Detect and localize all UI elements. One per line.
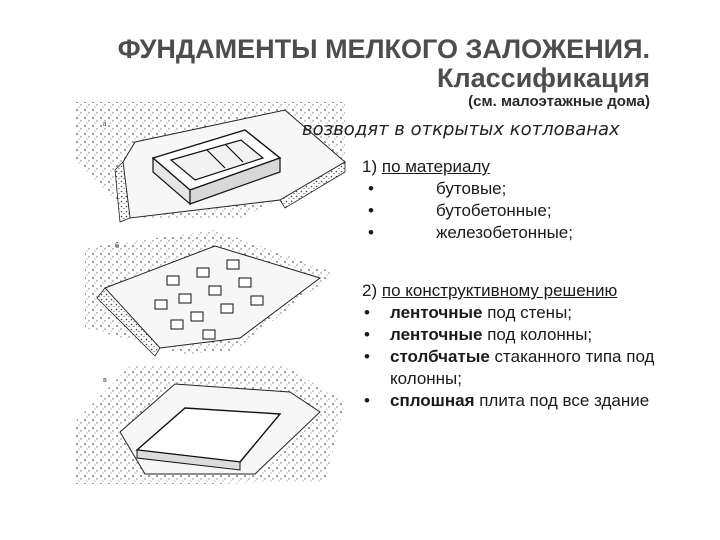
list-item bbox=[362, 324, 662, 346]
bullet: • bbox=[364, 391, 370, 410]
list-item-bold: столбчатые bbox=[390, 347, 490, 366]
list-item-text: железобетонные; bbox=[436, 223, 573, 242]
list-item-text: под стены; bbox=[482, 303, 573, 322]
list-item-text: бутобетонные; bbox=[436, 201, 552, 220]
bullet: • bbox=[364, 325, 370, 344]
label-a: а bbox=[103, 119, 107, 128]
panel-slab-foundation bbox=[75, 366, 345, 484]
title-line-2: Классификация bbox=[437, 63, 650, 93]
material-classification bbox=[362, 156, 573, 244]
list-item bbox=[362, 346, 662, 390]
list-item bbox=[362, 302, 662, 324]
bullet: • bbox=[364, 303, 370, 322]
subtitle-open-pits: возводят в открытых котлованах bbox=[302, 119, 620, 140]
bullet: • bbox=[368, 179, 374, 198]
list-item-text: плита под все здание bbox=[474, 391, 650, 410]
list-item-text: бутовые; bbox=[436, 179, 507, 198]
bullet: • bbox=[364, 347, 370, 366]
design-classification bbox=[362, 280, 662, 412]
design-heading-number: 2) bbox=[362, 281, 378, 300]
title-line-1: ФУНДАМЕНТЫ МЕЛКОГО ЗАЛОЖЕНИЯ. bbox=[117, 34, 650, 64]
material-heading-number: 1) bbox=[362, 157, 378, 176]
label-b: б bbox=[115, 241, 120, 250]
panel-column-footings bbox=[85, 230, 335, 356]
material-heading bbox=[362, 156, 573, 178]
list-item bbox=[362, 222, 573, 244]
list-item-bold: сплошная bbox=[390, 391, 475, 410]
list-item-bold: ленточные bbox=[390, 303, 483, 322]
list-item-bold: ленточные bbox=[390, 325, 483, 344]
foundation-illustration bbox=[75, 100, 355, 490]
list-item bbox=[362, 200, 573, 222]
list-item-text: под колонны; bbox=[482, 325, 593, 344]
bullet: • bbox=[368, 223, 374, 242]
list-item bbox=[362, 390, 662, 412]
label-c: в bbox=[103, 375, 107, 384]
design-heading bbox=[362, 280, 662, 302]
title-note: (см. малоэтажные дома) bbox=[468, 93, 650, 110]
material-heading-text: по материалу bbox=[381, 157, 490, 176]
list-item-text: стаканного типа под колонны; bbox=[390, 347, 655, 388]
bullet: • bbox=[368, 201, 374, 220]
list-item bbox=[362, 178, 573, 200]
design-heading-text: по конструктивному решению bbox=[381, 281, 618, 300]
